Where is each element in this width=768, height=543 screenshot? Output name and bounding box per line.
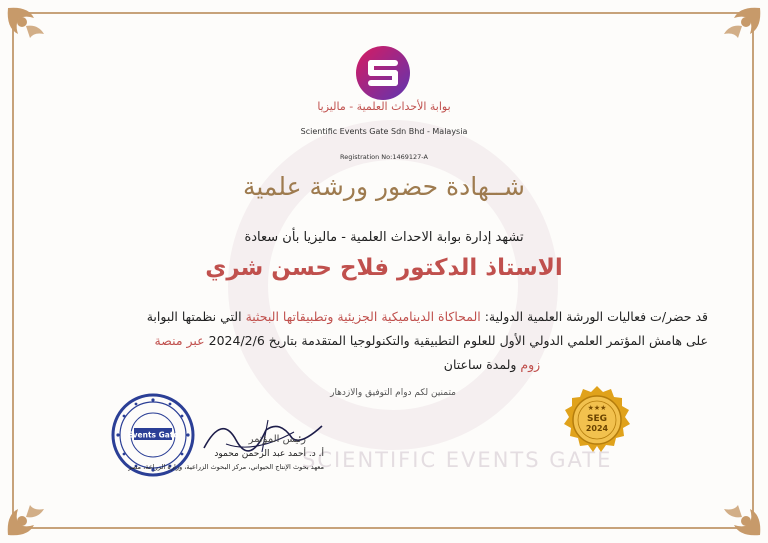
signatory-affiliation: معهد بحوث الإنتاج الحيواني، مركز البحوث الزراعية، وزارة الزراعة، مصر (128, 463, 324, 471)
body-line2-prefix: على هامش المؤتمر العلمي الدولي الأول للعلوم التطبيقية والتكنولوجيا المتقدمة بتاريخ 2024/2/6 (204, 333, 708, 348)
stamp-center-text: Events Gate (127, 430, 179, 440)
certificate-body (64, 305, 708, 377)
seal-line-1: SEG (586, 414, 608, 424)
closing-wish: متمنين لكم دوام التوفيق والازدهار (330, 388, 456, 398)
body-line-3 (64, 353, 708, 377)
body-line-1 (64, 305, 708, 329)
corner-ornament-top-left (4, 4, 52, 52)
corner-ornament-bottom-right (716, 491, 764, 539)
watermark-ring (228, 120, 558, 450)
body-line1-suffix: التي نظمتها البوابة (146, 309, 246, 324)
signatory-name: أ. د. أحمد عبد الرحمن محمود (214, 449, 324, 459)
certificate-title: شــهادة حضور ورشة علمية (242, 172, 526, 201)
body-line-2 (64, 329, 708, 353)
watermark-text: SCIENTIFIC EVENTS GATE (302, 448, 613, 472)
platform-name: زوم (520, 357, 541, 372)
gold-seal-badge (560, 384, 634, 458)
brand-name-english: Scientific Events Gate Sdn Bhd - Malaysia (300, 127, 468, 136)
workshop-title: المحاكاة الديناميكية الجزيئية وتطبيقاتها البحثية (245, 309, 481, 324)
signatory-title: رئيس المؤتمر (248, 434, 306, 445)
recipient-name: الاستاذ الدكتور فلاح حسن شري (205, 255, 563, 281)
body-line3-suffix: ولمدة ساعتان (443, 357, 521, 372)
seg-logo (354, 44, 412, 102)
corner-ornament-top-right (716, 4, 764, 52)
corner-ornament-bottom-left (4, 491, 52, 539)
platform-label: عبر منصة (154, 333, 205, 348)
certificate-intro: تشهد إدارة بوابة الاحداث العلمية - ماليزيا بأن سعادة (244, 230, 524, 245)
seal-line-2: 2024 (585, 424, 609, 433)
brand-name-arabic: بوابة الأحداث العلمية - ماليزيا (317, 100, 451, 113)
seal-stars-icon: ★★★ (587, 404, 607, 412)
body-line1-prefix: قد حضر/ت فعاليات الورشة العلمية الدولية: (480, 309, 708, 324)
registration-number: Registration No:1469127-A (340, 153, 428, 161)
